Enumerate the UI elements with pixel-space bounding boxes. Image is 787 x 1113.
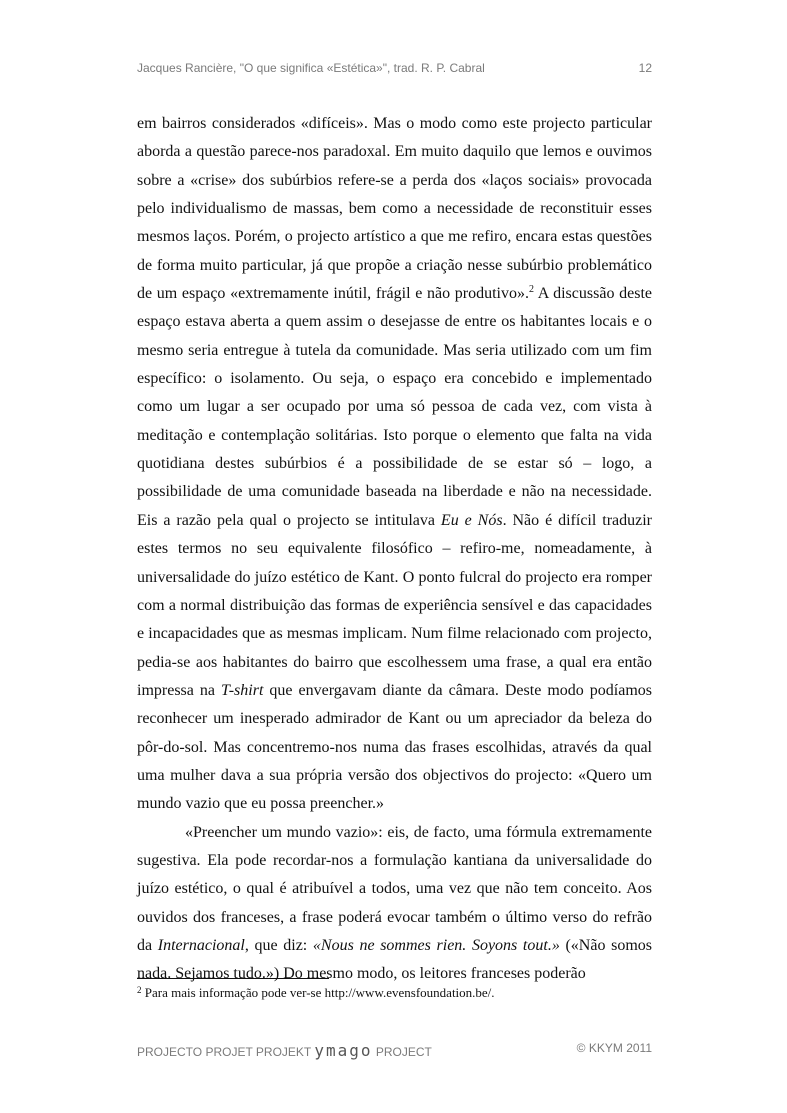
- copyright: © KKYM 2011: [576, 1041, 652, 1055]
- text-line: [137, 280, 652, 308]
- paragraph: [137, 819, 652, 989]
- running-header: [137, 61, 652, 75]
- text-segment: «Preencher um mundo vazio»: eis, de facto, uma fórmula extremamente: [185, 823, 652, 841]
- text-line: [137, 167, 652, 195]
- text-line: [137, 535, 652, 563]
- text-segment: , que diz:: [244, 936, 313, 954]
- text-line: [137, 790, 652, 818]
- text-segment: de um espaço «extremamente inútil, frágil e não produtivo».: [137, 285, 529, 303]
- text-line: [137, 677, 652, 705]
- italic-text: «Nous ne sommes rien. Soyons tout.»: [312, 936, 560, 954]
- text-line: [137, 932, 652, 960]
- text-line: [137, 705, 652, 733]
- text-segment: pelo individualismo de massas, bem como a necessidade de reconstituir esses: [137, 200, 652, 218]
- text-segment: sugestiva. Ela pode recordar-nos a formulação kantiana da universalidade do: [137, 851, 652, 869]
- text-segment: Eis a razão pela qual o projecto se intitulava: [137, 511, 441, 529]
- text-segment: ouvidos dos franceses, a frase poderá evocar também o último verso do refrão: [137, 908, 652, 926]
- text-line: [137, 762, 652, 790]
- body-text: [137, 110, 652, 989]
- text-segment: específico: o isolamento. Ou seja, o espaço era concebido e implementado: [137, 370, 652, 388]
- text-line: [137, 819, 652, 847]
- italic-text: Internacional: [157, 936, 245, 954]
- text-segment: quotidiana destes subúrbios é a possibilidade de se estar só – logo, a: [137, 455, 652, 473]
- text-segment: como um lugar a ser ocupado por uma só pessoa de cada vez, com vista à: [137, 398, 652, 416]
- text-segment: aborda a questão parece-nos paradoxal. Em muito daquilo que lemos e ouvimos: [137, 143, 652, 161]
- text-segment: de forma muito particular, já que propõe a criação nesse subúrbio problemático: [137, 256, 652, 274]
- text-segment: pedia-se aos habitantes do bairro que escolhessem uma frase, a qual era então: [137, 653, 652, 671]
- footer-project-text: PROJECTO PROJET PROJEKT: [137, 1045, 315, 1059]
- text-segment: impressa na: [137, 681, 222, 699]
- text-line: [137, 734, 652, 762]
- footnote-separator: [137, 978, 329, 979]
- text-line: [137, 450, 652, 478]
- text-line: [137, 110, 652, 138]
- text-line: [137, 422, 652, 450]
- footnote-number: 2: [137, 985, 142, 995]
- running-footer: [137, 1041, 652, 1060]
- text-line: [137, 393, 652, 421]
- text-segment: mundo vazio que eu possa preencher.»: [137, 795, 385, 813]
- text-line: [137, 620, 652, 648]
- text-line: [137, 365, 652, 393]
- text-line: [137, 507, 652, 535]
- text-line: [137, 564, 652, 592]
- text-segment: estes termos no seu equivalente filosófico – refiro-me, nomeadamente, à: [137, 540, 652, 558]
- footnote-ref: 2: [528, 284, 534, 296]
- text-segment: sobre a «crise» dos subúrbios refere-se a perda dos «laços sociais» provocada: [137, 171, 652, 189]
- text-segment: com a normal distribuição das formas de experiência sensível e das capacidades: [137, 596, 652, 614]
- text-segment: mesmos laços. Porém, o projecto artístico a que me refiro, encara estas questões: [137, 228, 652, 246]
- footer-project-word: PROJECT: [372, 1045, 432, 1059]
- text-segment: mesmo seria entregue à tutela da comunidade. Mas seria utilizado com um fim: [137, 341, 652, 359]
- ymago-logo: ymago: [314, 1041, 373, 1060]
- text-segment: uma mulher dava a sua própria versão dos objectivos do projecto: «Quero um: [137, 766, 652, 784]
- italic-text: Eu e Nós: [440, 511, 503, 529]
- text-segment: . Não é difícil traduzir: [502, 511, 652, 529]
- text-segment: meditação e contemplação solitárias. Isto porque o elemento que falta na vida: [137, 426, 652, 444]
- text-line: [137, 223, 652, 251]
- text-line: [137, 195, 652, 223]
- text-line: [137, 138, 652, 166]
- text-line: [137, 649, 652, 677]
- text-segment: A discussão deste: [533, 285, 652, 303]
- text-segment: em bairros considerados «difíceis». Mas o modo como este projecto particular: [137, 115, 652, 132]
- text-line: [137, 875, 652, 903]
- text-segment: universalidade do juízo estético de Kant. O ponto fulcral do projecto era romper: [137, 568, 652, 586]
- text-segment: pôr-do-sol. Mas concentremo-nos numa das frases escolhidas, através da qual: [137, 738, 652, 756]
- text-segment: juízo estético, o qual é atribuível a todos, uma vez que não tem conceito. Aos: [137, 880, 652, 898]
- text-line: [137, 337, 652, 365]
- footnote: [137, 985, 495, 1001]
- text-line: [137, 592, 652, 620]
- footnote-text: Para mais informação pode ver-se http://www.evensfoundation.be/.: [141, 985, 495, 1000]
- text-segment: possibilidade de uma comunidade baseada na liberdade e não na necessidade.: [137, 483, 652, 501]
- header-title: Jacques Rancière, "O que significa «Estética»", trad. R. P. Cabral: [137, 61, 485, 75]
- text-segment: da: [137, 936, 158, 954]
- text-segment: nada. Sejamos tudo.») Do mesmo modo, os leitores franceses poderão: [137, 965, 586, 983]
- text-segment: reconhecer um inesperado admirador de Kant ou um apreciador da beleza do: [137, 710, 652, 728]
- text-segment: espaço estava aberta a quem assim o desejasse de entre os habitantes locais e o: [137, 313, 652, 331]
- text-line: [137, 478, 652, 506]
- paragraph: [137, 110, 652, 819]
- text-line: [137, 252, 652, 280]
- text-segment: que envergavam diante da câmara. Deste modo podíamos: [263, 681, 652, 699]
- text-segment: («Não somos: [559, 936, 653, 954]
- page-number: 12: [638, 61, 652, 75]
- text-line: [137, 308, 652, 336]
- text-line: [137, 904, 652, 932]
- italic-text: T-shirt: [221, 681, 264, 699]
- text-segment: e incapacidades que as mesmas implicam. Num filme relacionado com projecto,: [137, 625, 652, 643]
- text-line: [137, 847, 652, 875]
